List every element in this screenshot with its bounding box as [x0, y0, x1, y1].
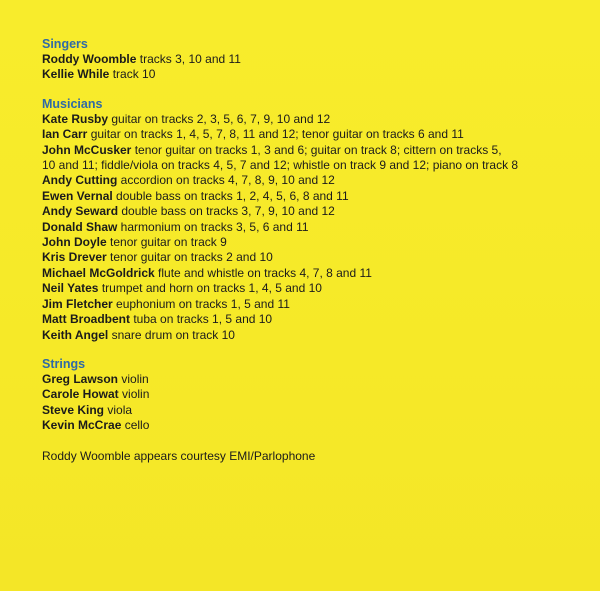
performer-role: guitar on tracks 2, 3, 5, 6, 7, 9, 10 and 12 [108, 111, 331, 126]
performer-name: Matt Broadbent [42, 312, 130, 327]
performer-name: Neil Yates [42, 281, 99, 296]
performer-name: Kate Rusby [42, 111, 109, 126]
performer-role: tuba on tracks 1, 5 and 10 [130, 312, 273, 327]
singers-section [42, 37, 600, 83]
strings-heading: Strings [42, 356, 86, 371]
credit-entry [42, 312, 600, 327]
performer-name: Keith Angel [42, 327, 109, 342]
credit-entry [42, 235, 600, 250]
performer-name: Carole Howat [42, 387, 119, 402]
credit-entry [42, 127, 600, 142]
performer-role: violin [118, 387, 150, 402]
performer-role: track 10 [109, 67, 156, 82]
credit-entry [42, 250, 600, 265]
performer-role: tenor guitar on track 9 [106, 235, 227, 250]
performer-role: violin [118, 371, 149, 386]
performer-role: tenor guitar on tracks 1, 3 and 6; guitar on track 8; cittern on tracks 5, [131, 142, 502, 157]
performer-name: Jim Fletcher [42, 296, 113, 311]
performer-name: Kellie While [42, 67, 110, 82]
performer-role: guitar on tracks 1, 4, 5, 7, 8, 11 and 12; tenor guitar on tracks 6 and 11 [87, 127, 464, 142]
performer-role: double bass on tracks 1, 2, 4, 5, 6, 8 and 11 [112, 188, 349, 203]
singers-heading: Singers [42, 37, 88, 51]
performer-name: Kris Drever [42, 250, 107, 265]
credit-entry [42, 67, 600, 82]
credit-entry [42, 173, 600, 188]
credit-entry [42, 387, 600, 402]
performer-name: John Doyle [42, 235, 107, 250]
performer-role: tracks 3, 10 and 11 [136, 52, 241, 66]
credit-entry [42, 418, 600, 433]
credit-entry [42, 143, 600, 174]
performer-name: John McCusker [42, 142, 132, 157]
credit-entry [42, 52, 600, 67]
performer-name: Roddy Woomble [42, 52, 137, 66]
performer-role: trumpet and horn on tracks 1, 4, 5 and 10 [98, 281, 322, 296]
courtesy-note: Roddy Woomble appears courtesy EMI/Parlophone [42, 448, 316, 463]
strings-section [42, 357, 600, 434]
performer-name: Michael McGoldrick [42, 265, 155, 280]
credit-entry [42, 328, 600, 343]
performer-name: Andy Seward [42, 204, 119, 219]
performer-role: euphonium on tracks 1, 5 and 11 [112, 296, 290, 311]
performer-name: Ian Carr [42, 127, 88, 142]
performer-name: Steve King [42, 402, 105, 417]
credit-entry [42, 204, 600, 219]
musicians-section [42, 97, 600, 343]
performer-role: harmonium on tracks 3, 5, 6 and 11 [117, 219, 309, 234]
performer-role: accordion on tracks 4, 7, 8, 9, 10 and 12 [117, 173, 335, 188]
credit-entry [42, 112, 600, 127]
credit-entry [42, 266, 600, 281]
credit-entry [42, 403, 600, 418]
performer-name: Greg Lawson [42, 371, 119, 386]
performer-role: viola [104, 402, 133, 417]
credit-entry [42, 220, 600, 235]
credit-entry [42, 189, 600, 204]
performer-role-continued: 10 and 11; fiddle/viola on tracks 4, 5, 7 and 12; whistle on track 9 and 12; piano on track 8 [42, 158, 519, 173]
musicians-heading: Musicians [42, 96, 103, 111]
performer-name: Donald Shaw [42, 219, 118, 234]
performer-role: flute and whistle on tracks 4, 7, 8 and 11 [154, 265, 372, 280]
credit-entry [42, 281, 600, 296]
performer-role: tenor guitar on tracks 2 and 10 [106, 250, 273, 265]
performer-name: Andy Cutting [42, 173, 118, 188]
performer-role: double bass on tracks 3, 7, 9, 10 and 12 [118, 204, 335, 219]
performer-role: cello [121, 418, 150, 433]
credit-entry [42, 297, 600, 312]
credit-entry [42, 372, 600, 387]
performer-name: Ewen Vernal [42, 188, 113, 203]
performer-role: snare drum on track 10 [108, 327, 235, 342]
performer-name: Kevin McCrae [42, 418, 122, 433]
